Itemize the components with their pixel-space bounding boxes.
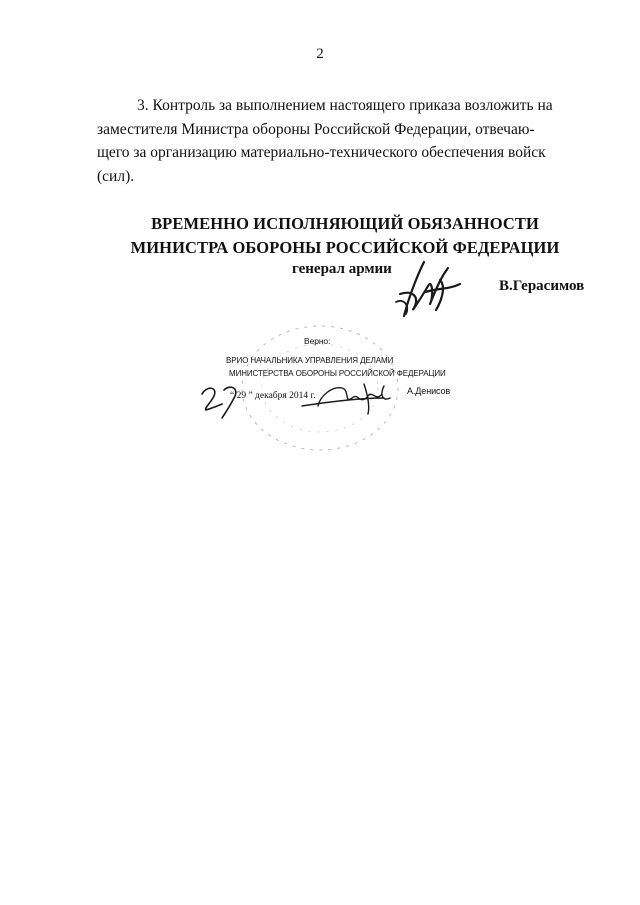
paragraph-line-3: щего за организацию материально-технического обеспечения войск xyxy=(97,144,546,161)
signer-rank: генерал армии xyxy=(292,261,392,277)
handwritten-date-icon xyxy=(196,380,246,420)
signer-name: В.Герасимов xyxy=(499,278,585,294)
signer-title-line-1: ВРЕМЕННО ИСПОЛНЯЮЩИЙ ОБЯЗАННОСТИ xyxy=(151,214,539,233)
certification-signature-icon xyxy=(298,376,400,416)
paragraph-line-1 xyxy=(97,94,597,118)
paragraph-line-2: заместителя Министра обороны Российской Федерации, отвечаю- xyxy=(97,120,535,138)
paragraph-line-4: (сил). xyxy=(97,167,135,185)
order-paragraph xyxy=(97,94,597,188)
handwritten-signature-icon xyxy=(390,256,470,320)
page-number: 2 xyxy=(316,46,324,62)
certification-position-line-2: МИНИСТЕРСТВА ОБОРОНЫ РОССИЙСКОЙ ФЕДЕРАЦИИ xyxy=(229,369,446,378)
certification-name: А.Денисов xyxy=(407,386,451,396)
paragraph-line-1-text: 3. Контроль за выполнением настоящего приказа возложить на xyxy=(137,97,553,114)
signer-title-line-2: МИНИСТРА ОБОРОНЫ РОССИЙСКОЙ ФЕДЕРАЦИИ xyxy=(130,238,560,257)
certification-date: “ 29 ” декабря 2014 г. xyxy=(230,391,316,401)
certification-verno: Верно: xyxy=(304,336,331,346)
certification-position-line-1: ВРИО НАЧАЛЬНИКА УПРАВЛЕНИЯ ДЕЛАМИ xyxy=(226,356,394,365)
